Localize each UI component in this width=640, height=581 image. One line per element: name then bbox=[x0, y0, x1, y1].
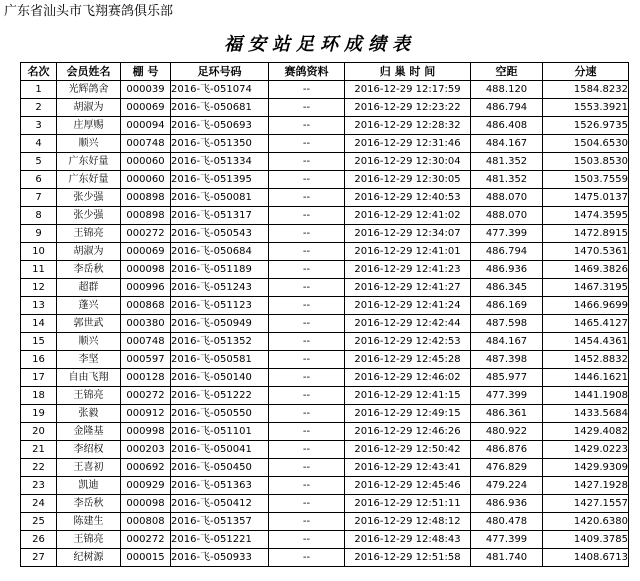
cell-rank: 6 bbox=[21, 171, 57, 189]
cell-member-name: 陈建生 bbox=[57, 513, 121, 531]
cell-rank: 25 bbox=[21, 513, 57, 531]
cell-loft-id: 000069 bbox=[121, 99, 171, 117]
header-row bbox=[21, 63, 629, 81]
cell-ring-number: 2016-飞-051123 bbox=[171, 297, 269, 315]
cell-rank: 24 bbox=[21, 495, 57, 513]
cell-member-name: 金隆基 bbox=[57, 423, 121, 441]
cell-pigeon-info: -- bbox=[269, 495, 345, 513]
cell-rank: 1 bbox=[21, 81, 57, 99]
cell-arrival-time: 2016-12-29 12:45:28 bbox=[345, 351, 471, 369]
cell-pigeon-info: -- bbox=[269, 549, 345, 567]
cell-member-name: 胡淑为 bbox=[57, 243, 121, 261]
cell-speed: 1553.3921 bbox=[543, 99, 629, 117]
table-row bbox=[21, 135, 629, 153]
cell-pigeon-info: -- bbox=[269, 477, 345, 495]
cell-distance: 486.794 bbox=[471, 243, 543, 261]
cell-ring-number: 2016-飞-050949 bbox=[171, 315, 269, 333]
cell-ring-number: 2016-飞-051101 bbox=[171, 423, 269, 441]
cell-member-name: 蓬兴 bbox=[57, 297, 121, 315]
cell-rank: 4 bbox=[21, 135, 57, 153]
cell-pigeon-info: -- bbox=[269, 297, 345, 315]
cell-arrival-time: 2016-12-29 12:23:22 bbox=[345, 99, 471, 117]
cell-member-name: 李绍权 bbox=[57, 441, 121, 459]
column-header-rank: 名次 bbox=[21, 63, 57, 81]
cell-member-name: 王锦亮 bbox=[57, 531, 121, 549]
cell-ring-number: 2016-飞-051317 bbox=[171, 207, 269, 225]
cell-ring-number: 2016-飞-050681 bbox=[171, 99, 269, 117]
cell-speed: 1504.6530 bbox=[543, 135, 629, 153]
cell-rank: 10 bbox=[21, 243, 57, 261]
cell-pigeon-info: -- bbox=[269, 423, 345, 441]
cell-speed: 1441.1908 bbox=[543, 387, 629, 405]
cell-arrival-time: 2016-12-29 12:46:02 bbox=[345, 369, 471, 387]
cell-arrival-time: 2016-12-29 12:48:43 bbox=[345, 531, 471, 549]
cell-loft-id: 000597 bbox=[121, 351, 171, 369]
cell-speed: 1427.1557 bbox=[543, 495, 629, 513]
table-row bbox=[21, 261, 629, 279]
cell-rank: 13 bbox=[21, 297, 57, 315]
cell-speed: 1429.0223 bbox=[543, 441, 629, 459]
cell-loft-id: 000272 bbox=[121, 225, 171, 243]
cell-member-name: 张少强 bbox=[57, 189, 121, 207]
cell-member-name: 张毅 bbox=[57, 405, 121, 423]
column-header-member-name: 会员姓名 bbox=[57, 63, 121, 81]
cell-rank: 15 bbox=[21, 333, 57, 351]
cell-pigeon-info: -- bbox=[269, 315, 345, 333]
cell-arrival-time: 2016-12-29 12:42:53 bbox=[345, 333, 471, 351]
cell-distance: 486.345 bbox=[471, 279, 543, 297]
cell-member-name: 李岳秋 bbox=[57, 261, 121, 279]
cell-pigeon-info: -- bbox=[269, 405, 345, 423]
cell-speed: 1420.6380 bbox=[543, 513, 629, 531]
cell-loft-id: 000069 bbox=[121, 243, 171, 261]
cell-rank: 5 bbox=[21, 153, 57, 171]
cell-arrival-time: 2016-12-29 12:41:27 bbox=[345, 279, 471, 297]
table-row bbox=[21, 405, 629, 423]
cell-speed: 1409.3785 bbox=[543, 531, 629, 549]
cell-loft-id: 000808 bbox=[121, 513, 171, 531]
cell-rank: 3 bbox=[21, 117, 57, 135]
cell-ring-number: 2016-飞-050581 bbox=[171, 351, 269, 369]
cell-speed: 1472.8915 bbox=[543, 225, 629, 243]
table-row bbox=[21, 369, 629, 387]
cell-speed: 1454.4361 bbox=[543, 333, 629, 351]
cell-ring-number: 2016-飞-050081 bbox=[171, 189, 269, 207]
cell-arrival-time: 2016-12-29 12:51:11 bbox=[345, 495, 471, 513]
cell-distance: 477.399 bbox=[471, 387, 543, 405]
cell-rank: 19 bbox=[21, 405, 57, 423]
cell-distance: 486.361 bbox=[471, 405, 543, 423]
page-title: 福安站足环成绩表 bbox=[224, 34, 416, 55]
cell-ring-number: 2016-飞-050543 bbox=[171, 225, 269, 243]
cell-pigeon-info: -- bbox=[269, 171, 345, 189]
cell-speed: 1429.4082 bbox=[543, 423, 629, 441]
cell-ring-number: 2016-飞-051221 bbox=[171, 531, 269, 549]
club-name: 广东省汕头市飞翔赛鸽俱乐部 bbox=[4, 4, 174, 19]
cell-speed: 1475.0137 bbox=[543, 189, 629, 207]
cell-distance: 488.120 bbox=[471, 81, 543, 99]
cell-rank: 20 bbox=[21, 423, 57, 441]
cell-rank: 7 bbox=[21, 189, 57, 207]
table-row bbox=[21, 153, 629, 171]
cell-loft-id: 000929 bbox=[121, 477, 171, 495]
cell-distance: 477.399 bbox=[471, 225, 543, 243]
table-row bbox=[21, 477, 629, 495]
cell-pigeon-info: -- bbox=[269, 351, 345, 369]
cell-speed: 1467.3195 bbox=[543, 279, 629, 297]
cell-arrival-time: 2016-12-29 12:31:46 bbox=[345, 135, 471, 153]
table-body bbox=[21, 81, 629, 567]
cell-rank: 17 bbox=[21, 369, 57, 387]
cell-speed: 1584.8232 bbox=[543, 81, 629, 99]
cell-pigeon-info: -- bbox=[269, 459, 345, 477]
table-row bbox=[21, 315, 629, 333]
cell-pigeon-info: -- bbox=[269, 441, 345, 459]
cell-member-name: 超群 bbox=[57, 279, 121, 297]
cell-ring-number: 2016-飞-051357 bbox=[171, 513, 269, 531]
cell-distance: 476.829 bbox=[471, 459, 543, 477]
cell-member-name: 庄厚赐 bbox=[57, 117, 121, 135]
cell-arrival-time: 2016-12-29 12:45:46 bbox=[345, 477, 471, 495]
cell-member-name: 顺兴 bbox=[57, 135, 121, 153]
cell-pigeon-info: -- bbox=[269, 99, 345, 117]
table-row bbox=[21, 207, 629, 225]
cell-member-name: 郭世武 bbox=[57, 315, 121, 333]
cell-ring-number: 2016-飞-050550 bbox=[171, 405, 269, 423]
column-header-speed: 分速 bbox=[543, 63, 629, 81]
cell-rank: 8 bbox=[21, 207, 57, 225]
cell-member-name: 王锦亮 bbox=[57, 225, 121, 243]
cell-distance: 487.598 bbox=[471, 315, 543, 333]
cell-loft-id: 000060 bbox=[121, 171, 171, 189]
cell-rank: 27 bbox=[21, 549, 57, 567]
cell-rank: 18 bbox=[21, 387, 57, 405]
table-row bbox=[21, 351, 629, 369]
cell-pigeon-info: -- bbox=[269, 261, 345, 279]
cell-distance: 485.977 bbox=[471, 369, 543, 387]
cell-arrival-time: 2016-12-29 12:41:15 bbox=[345, 387, 471, 405]
cell-pigeon-info: -- bbox=[269, 225, 345, 243]
cell-distance: 481.352 bbox=[471, 171, 543, 189]
cell-distance: 480.922 bbox=[471, 423, 543, 441]
cell-arrival-time: 2016-12-29 12:41:24 bbox=[345, 297, 471, 315]
cell-speed: 1427.1928 bbox=[543, 477, 629, 495]
table-row bbox=[21, 333, 629, 351]
cell-speed: 1469.3826 bbox=[543, 261, 629, 279]
column-header-ring-number: 足环号码 bbox=[171, 63, 269, 81]
cell-distance: 488.070 bbox=[471, 189, 543, 207]
cell-pigeon-info: -- bbox=[269, 207, 345, 225]
cell-ring-number: 2016-飞-051350 bbox=[171, 135, 269, 153]
cell-member-name: 凯迪 bbox=[57, 477, 121, 495]
cell-speed: 1503.7559 bbox=[543, 171, 629, 189]
cell-speed: 1408.6713 bbox=[543, 549, 629, 567]
cell-ring-number: 2016-飞-051074 bbox=[171, 81, 269, 99]
cell-speed: 1429.9309 bbox=[543, 459, 629, 477]
cell-pigeon-info: -- bbox=[269, 279, 345, 297]
table-row bbox=[21, 171, 629, 189]
cell-distance: 487.398 bbox=[471, 351, 543, 369]
cell-ring-number: 2016-飞-051222 bbox=[171, 387, 269, 405]
cell-pigeon-info: -- bbox=[269, 243, 345, 261]
cell-distance: 481.740 bbox=[471, 549, 543, 567]
cell-pigeon-info: -- bbox=[269, 513, 345, 531]
cell-rank: 16 bbox=[21, 351, 57, 369]
cell-distance: 477.399 bbox=[471, 531, 543, 549]
cell-distance: 486.408 bbox=[471, 117, 543, 135]
cell-pigeon-info: -- bbox=[269, 333, 345, 351]
cell-ring-number: 2016-飞-051395 bbox=[171, 171, 269, 189]
cell-arrival-time: 2016-12-29 12:50:42 bbox=[345, 441, 471, 459]
cell-member-name: 王锦亮 bbox=[57, 387, 121, 405]
table-row bbox=[21, 189, 629, 207]
cell-pigeon-info: -- bbox=[269, 81, 345, 99]
cell-arrival-time: 2016-12-29 12:48:12 bbox=[345, 513, 471, 531]
cell-rank: 11 bbox=[21, 261, 57, 279]
table-row bbox=[21, 81, 629, 99]
cell-loft-id: 000380 bbox=[121, 315, 171, 333]
table-row bbox=[21, 279, 629, 297]
cell-arrival-time: 2016-12-29 12:17:59 bbox=[345, 81, 471, 99]
cell-distance: 486.876 bbox=[471, 441, 543, 459]
cell-rank: 12 bbox=[21, 279, 57, 297]
cell-speed: 1526.9735 bbox=[543, 117, 629, 135]
cell-ring-number: 2016-飞-051243 bbox=[171, 279, 269, 297]
cell-arrival-time: 2016-12-29 12:28:32 bbox=[345, 117, 471, 135]
cell-arrival-time: 2016-12-29 12:51:58 bbox=[345, 549, 471, 567]
cell-distance: 484.167 bbox=[471, 135, 543, 153]
cell-loft-id: 000898 bbox=[121, 189, 171, 207]
cell-rank: 22 bbox=[21, 459, 57, 477]
cell-ring-number: 2016-飞-050684 bbox=[171, 243, 269, 261]
cell-member-name: 顺兴 bbox=[57, 333, 121, 351]
cell-loft-id: 000912 bbox=[121, 405, 171, 423]
cell-arrival-time: 2016-12-29 12:46:26 bbox=[345, 423, 471, 441]
cell-ring-number: 2016-飞-050450 bbox=[171, 459, 269, 477]
table-row bbox=[21, 549, 629, 567]
cell-loft-id: 000996 bbox=[121, 279, 171, 297]
table-row bbox=[21, 387, 629, 405]
cell-distance: 486.794 bbox=[471, 99, 543, 117]
cell-speed: 1452.8832 bbox=[543, 351, 629, 369]
table-row bbox=[21, 225, 629, 243]
cell-member-name: 光辉鸽舍 bbox=[57, 81, 121, 99]
cell-speed: 1470.5361 bbox=[543, 243, 629, 261]
cell-loft-id: 000868 bbox=[121, 297, 171, 315]
cell-arrival-time: 2016-12-29 12:41:01 bbox=[345, 243, 471, 261]
column-header-loft-id: 棚 号 bbox=[121, 63, 171, 81]
cell-ring-number: 2016-飞-050140 bbox=[171, 369, 269, 387]
cell-ring-number: 2016-飞-050693 bbox=[171, 117, 269, 135]
cell-pigeon-info: -- bbox=[269, 387, 345, 405]
cell-pigeon-info: -- bbox=[269, 531, 345, 549]
cell-member-name: 自由飞翔 bbox=[57, 369, 121, 387]
cell-distance: 488.070 bbox=[471, 207, 543, 225]
cell-member-name: 张少强 bbox=[57, 207, 121, 225]
results-table bbox=[20, 62, 629, 567]
cell-rank: 21 bbox=[21, 441, 57, 459]
cell-member-name: 王喜初 bbox=[57, 459, 121, 477]
cell-member-name: 李岳秋 bbox=[57, 495, 121, 513]
cell-pigeon-info: -- bbox=[269, 369, 345, 387]
cell-rank: 23 bbox=[21, 477, 57, 495]
cell-ring-number: 2016-飞-050041 bbox=[171, 441, 269, 459]
cell-loft-id: 000098 bbox=[121, 261, 171, 279]
table-row bbox=[21, 423, 629, 441]
cell-ring-number: 2016-飞-051363 bbox=[171, 477, 269, 495]
cell-ring-number: 2016-飞-051334 bbox=[171, 153, 269, 171]
cell-ring-number: 2016-飞-050933 bbox=[171, 549, 269, 567]
cell-speed: 1466.9699 bbox=[543, 297, 629, 315]
table-row bbox=[21, 495, 629, 513]
cell-pigeon-info: -- bbox=[269, 189, 345, 207]
cell-member-name: 广东好量 bbox=[57, 171, 121, 189]
table-row bbox=[21, 243, 629, 261]
cell-distance: 486.936 bbox=[471, 495, 543, 513]
cell-member-name: 广东好量 bbox=[57, 153, 121, 171]
cell-loft-id: 000998 bbox=[121, 423, 171, 441]
cell-pigeon-info: -- bbox=[269, 135, 345, 153]
cell-distance: 481.352 bbox=[471, 153, 543, 171]
cell-arrival-time: 2016-12-29 12:43:41 bbox=[345, 459, 471, 477]
cell-distance: 479.224 bbox=[471, 477, 543, 495]
cell-arrival-time: 2016-12-29 12:30:05 bbox=[345, 171, 471, 189]
cell-loft-id: 000094 bbox=[121, 117, 171, 135]
cell-speed: 1474.3595 bbox=[543, 207, 629, 225]
cell-loft-id: 000272 bbox=[121, 531, 171, 549]
cell-rank: 26 bbox=[21, 531, 57, 549]
cell-arrival-time: 2016-12-29 12:40:53 bbox=[345, 189, 471, 207]
cell-distance: 480.478 bbox=[471, 513, 543, 531]
cell-loft-id: 000748 bbox=[121, 333, 171, 351]
cell-loft-id: 000098 bbox=[121, 495, 171, 513]
cell-speed: 1503.8530 bbox=[543, 153, 629, 171]
cell-member-name: 胡淑为 bbox=[57, 99, 121, 117]
cell-loft-id: 000898 bbox=[121, 207, 171, 225]
table-row bbox=[21, 117, 629, 135]
cell-rank: 9 bbox=[21, 225, 57, 243]
table-row bbox=[21, 459, 629, 477]
cell-arrival-time: 2016-12-29 12:30:04 bbox=[345, 153, 471, 171]
cell-loft-id: 000748 bbox=[121, 135, 171, 153]
cell-distance: 486.936 bbox=[471, 261, 543, 279]
cell-rank: 2 bbox=[21, 99, 57, 117]
cell-ring-number: 2016-飞-051189 bbox=[171, 261, 269, 279]
cell-arrival-time: 2016-12-29 12:41:02 bbox=[345, 207, 471, 225]
cell-loft-id: 000060 bbox=[121, 153, 171, 171]
cell-distance: 484.167 bbox=[471, 333, 543, 351]
cell-loft-id: 000203 bbox=[121, 441, 171, 459]
cell-pigeon-info: -- bbox=[269, 153, 345, 171]
cell-loft-id: 000039 bbox=[121, 81, 171, 99]
cell-loft-id: 000692 bbox=[121, 459, 171, 477]
cell-rank: 14 bbox=[21, 315, 57, 333]
table-row bbox=[21, 441, 629, 459]
table-row bbox=[21, 531, 629, 549]
cell-speed: 1446.1621 bbox=[543, 369, 629, 387]
cell-member-name: 纪树源 bbox=[57, 549, 121, 567]
table-row bbox=[21, 99, 629, 117]
cell-speed: 1433.5684 bbox=[543, 405, 629, 423]
table-row bbox=[21, 297, 629, 315]
cell-arrival-time: 2016-12-29 12:41:23 bbox=[345, 261, 471, 279]
cell-speed: 1465.4127 bbox=[543, 315, 629, 333]
cell-distance: 486.169 bbox=[471, 297, 543, 315]
cell-member-name: 李坚 bbox=[57, 351, 121, 369]
cell-ring-number: 2016-飞-051352 bbox=[171, 333, 269, 351]
cell-arrival-time: 2016-12-29 12:42:44 bbox=[345, 315, 471, 333]
cell-arrival-time: 2016-12-29 12:49:15 bbox=[345, 405, 471, 423]
column-header-arrival-time: 归 巢 时 间 bbox=[345, 63, 471, 81]
table-row bbox=[21, 513, 629, 531]
cell-arrival-time: 2016-12-29 12:34:07 bbox=[345, 225, 471, 243]
column-header-distance: 空距 bbox=[471, 63, 543, 81]
cell-ring-number: 2016-飞-050412 bbox=[171, 495, 269, 513]
cell-pigeon-info: -- bbox=[269, 117, 345, 135]
cell-loft-id: 000272 bbox=[121, 387, 171, 405]
cell-loft-id: 000128 bbox=[121, 369, 171, 387]
cell-loft-id: 000015 bbox=[121, 549, 171, 567]
column-header-pigeon-info: 赛鸽资料 bbox=[269, 63, 345, 81]
